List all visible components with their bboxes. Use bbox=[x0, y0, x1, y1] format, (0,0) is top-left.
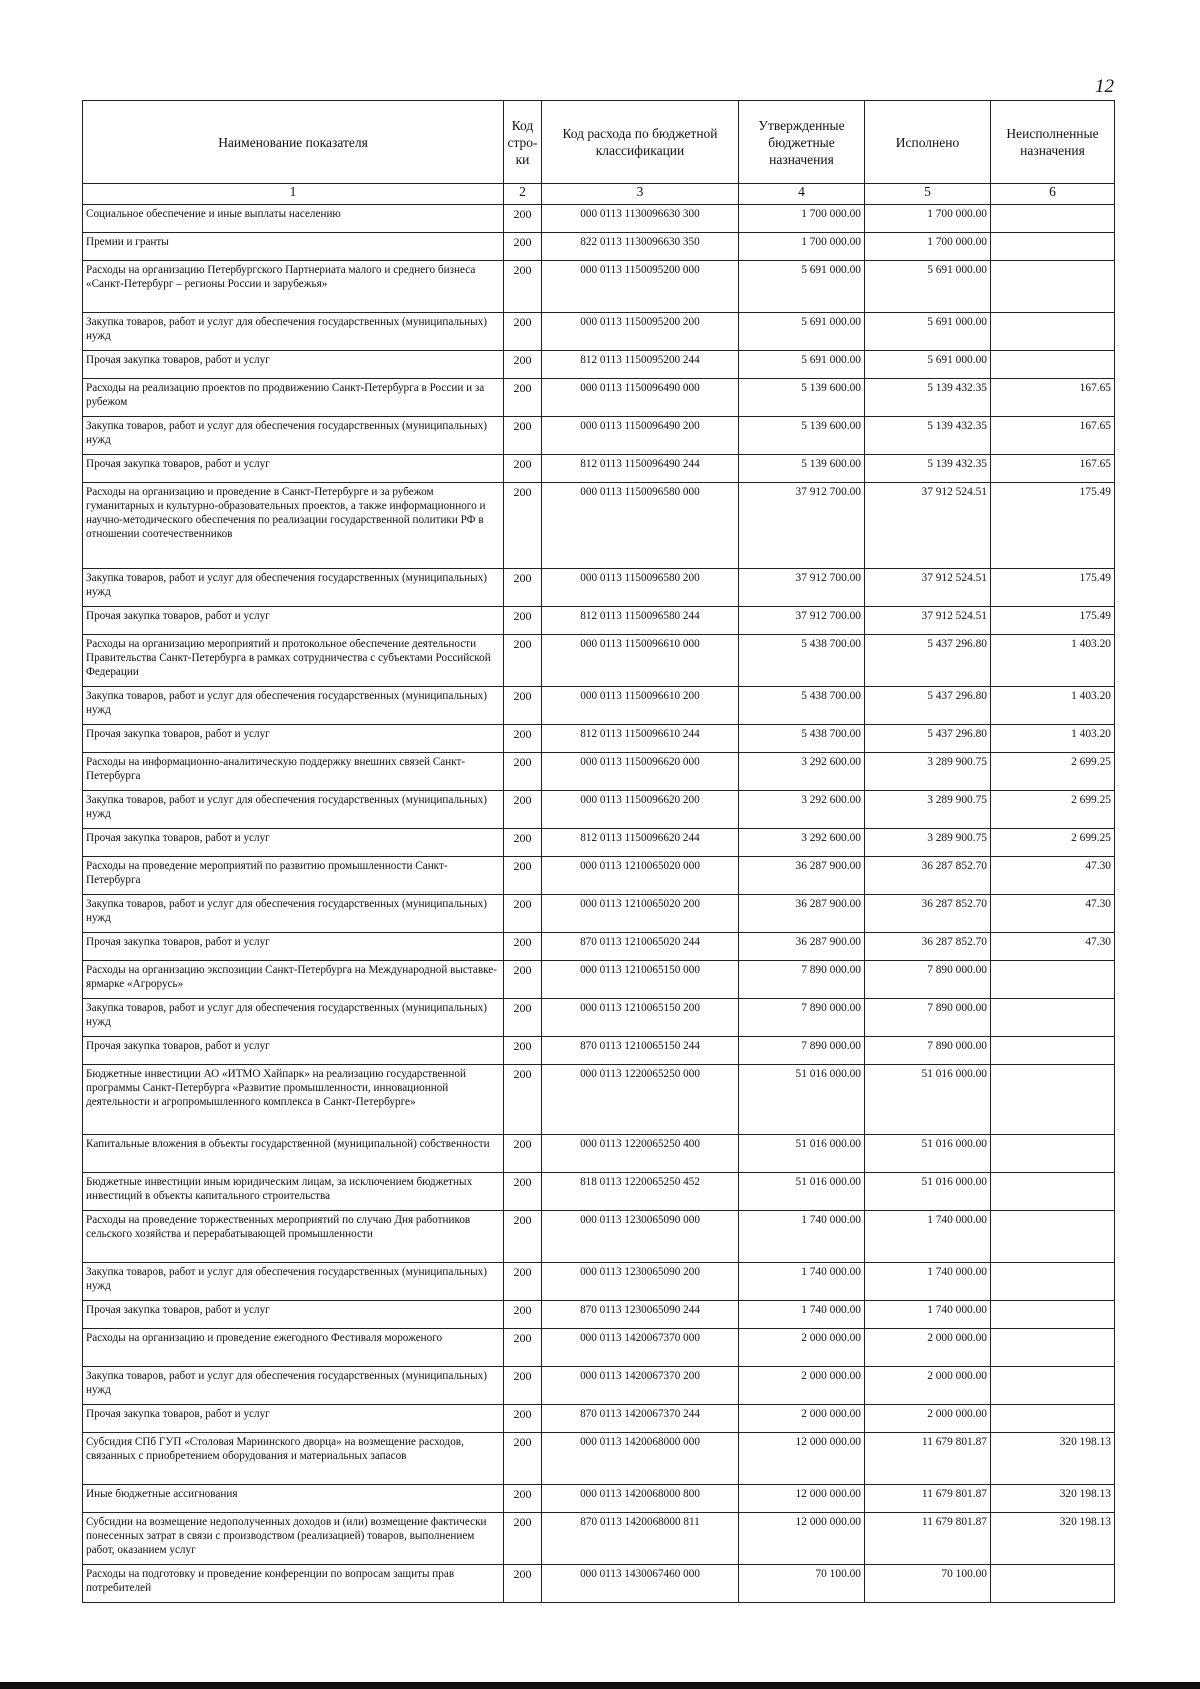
cell-indicator-name: Премии и гранты bbox=[83, 233, 504, 261]
cell-line-code: 200 bbox=[504, 1065, 542, 1135]
cell-approved: 5 438 700.00 bbox=[739, 687, 865, 725]
budget-execution-table bbox=[82, 100, 1115, 1603]
cell-expense-code: 000 0113 1430067460 000 bbox=[542, 1565, 739, 1603]
cell-line-code: 200 bbox=[504, 379, 542, 417]
cell-indicator-name: Прочая закупка товаров, работ и услуг bbox=[83, 1301, 504, 1329]
cell-unexecuted: 1 403.20 bbox=[991, 635, 1115, 687]
cell-expense-code: 000 0113 1420068000 000 bbox=[542, 1433, 739, 1485]
table-row bbox=[83, 607, 1115, 635]
cell-indicator-name: Закупка товаров, работ и услуг для обеспечения государственных (муниципальных) нужд bbox=[83, 313, 504, 351]
header-unexecuted: Неисполненные назначения bbox=[991, 101, 1115, 184]
column-number: 3 bbox=[542, 184, 739, 205]
cell-approved: 37 912 700.00 bbox=[739, 569, 865, 607]
table-row bbox=[83, 205, 1115, 233]
column-number: 2 bbox=[504, 184, 542, 205]
cell-unexecuted: 320 198.13 bbox=[991, 1513, 1115, 1565]
table-row bbox=[83, 1485, 1115, 1513]
cell-executed: 1 700 000.00 bbox=[865, 233, 991, 261]
cell-approved: 5 139 600.00 bbox=[739, 455, 865, 483]
cell-executed: 1 740 000.00 bbox=[865, 1211, 991, 1263]
cell-line-code: 200 bbox=[504, 895, 542, 933]
cell-line-code: 200 bbox=[504, 483, 542, 569]
table-row bbox=[83, 753, 1115, 791]
cell-line-code: 200 bbox=[504, 829, 542, 857]
cell-indicator-name: Расходы на организацию мероприятий и протокольное обеспечение деятельности Правительства Санкт-Петербурга в рамках сотрудничества с субъектами Российской Федерации bbox=[83, 635, 504, 687]
cell-indicator-name: Прочая закупка товаров, работ и услуг bbox=[83, 607, 504, 635]
table-row bbox=[83, 1037, 1115, 1065]
cell-line-code: 200 bbox=[504, 1037, 542, 1065]
cell-expense-code: 000 0113 1150096610 200 bbox=[542, 687, 739, 725]
header-executed: Исполнено bbox=[865, 101, 991, 184]
cell-approved: 1 740 000.00 bbox=[739, 1211, 865, 1263]
cell-approved: 70 100.00 bbox=[739, 1565, 865, 1603]
cell-executed: 3 289 900.75 bbox=[865, 829, 991, 857]
cell-approved: 2 000 000.00 bbox=[739, 1405, 865, 1433]
cell-executed: 1 740 000.00 bbox=[865, 1301, 991, 1329]
column-number: 1 bbox=[83, 184, 504, 205]
cell-executed: 36 287 852.70 bbox=[865, 895, 991, 933]
cell-indicator-name: Прочая закупка товаров, работ и услуг bbox=[83, 1405, 504, 1433]
cell-approved: 5 691 000.00 bbox=[739, 261, 865, 313]
cell-unexecuted: 175.49 bbox=[991, 569, 1115, 607]
cell-unexecuted: 1 403.20 bbox=[991, 725, 1115, 753]
cell-expense-code: 000 0113 1230065090 200 bbox=[542, 1263, 739, 1301]
cell-expense-code: 000 0113 1210065020 200 bbox=[542, 895, 739, 933]
cell-approved: 51 016 000.00 bbox=[739, 1173, 865, 1211]
cell-expense-code: 000 0113 1150096490 000 bbox=[542, 379, 739, 417]
cell-approved: 5 691 000.00 bbox=[739, 313, 865, 351]
cell-approved: 1 740 000.00 bbox=[739, 1301, 865, 1329]
cell-unexecuted bbox=[991, 1037, 1115, 1065]
cell-unexecuted bbox=[991, 961, 1115, 999]
cell-unexecuted bbox=[991, 1405, 1115, 1433]
cell-unexecuted: 320 198.13 bbox=[991, 1433, 1115, 1485]
column-number-row bbox=[83, 184, 1115, 205]
cell-unexecuted: 2 699.25 bbox=[991, 791, 1115, 829]
table-row bbox=[83, 895, 1115, 933]
cell-expense-code: 000 0113 1150096580 200 bbox=[542, 569, 739, 607]
cell-executed: 5 139 432.35 bbox=[865, 417, 991, 455]
cell-approved: 36 287 900.00 bbox=[739, 857, 865, 895]
table-row bbox=[83, 351, 1115, 379]
cell-indicator-name: Субсидия СПб ГУП «Столовая Мариинского дворца» на возмещение расходов, связанных с приобретением оборудования и материальных запасов bbox=[83, 1433, 504, 1485]
cell-executed: 5 437 296.80 bbox=[865, 635, 991, 687]
cell-line-code: 200 bbox=[504, 455, 542, 483]
cell-line-code: 200 bbox=[504, 313, 542, 351]
cell-executed: 2 000 000.00 bbox=[865, 1405, 991, 1433]
scan-bottom-edge bbox=[0, 1682, 1200, 1689]
cell-expense-code: 000 0113 1150096620 000 bbox=[542, 753, 739, 791]
cell-expense-code: 870 0113 1420067370 244 bbox=[542, 1405, 739, 1433]
cell-unexecuted: 175.49 bbox=[991, 607, 1115, 635]
cell-line-code: 200 bbox=[504, 1173, 542, 1211]
table-row bbox=[83, 379, 1115, 417]
cell-unexecuted bbox=[991, 1211, 1115, 1263]
cell-line-code: 200 bbox=[504, 1485, 542, 1513]
cell-expense-code: 000 0113 1220065250 000 bbox=[542, 1065, 739, 1135]
cell-executed: 7 890 000.00 bbox=[865, 961, 991, 999]
header-expense-code: Код расхода по бюджетной классификации bbox=[542, 101, 739, 184]
cell-expense-code: 822 0113 1130096630 350 bbox=[542, 233, 739, 261]
cell-indicator-name: Расходы на информационно-аналитическую поддержку внешних связей Санкт-Петербурга bbox=[83, 753, 504, 791]
cell-approved: 2 000 000.00 bbox=[739, 1329, 865, 1367]
cell-unexecuted: 47.30 bbox=[991, 857, 1115, 895]
cell-line-code: 200 bbox=[504, 1135, 542, 1173]
cell-unexecuted bbox=[991, 233, 1115, 261]
cell-approved: 51 016 000.00 bbox=[739, 1135, 865, 1173]
cell-executed: 5 691 000.00 bbox=[865, 313, 991, 351]
cell-approved: 7 890 000.00 bbox=[739, 961, 865, 999]
cell-executed: 5 691 000.00 bbox=[865, 261, 991, 313]
cell-indicator-name: Прочая закупка товаров, работ и услуг bbox=[83, 351, 504, 379]
cell-indicator-name: Расходы на проведение торжественных мероприятий по случаю Дня работников сельского хозяйства и перерабатывающей промышленности bbox=[83, 1211, 504, 1263]
table-row bbox=[83, 933, 1115, 961]
cell-executed: 5 691 000.00 bbox=[865, 351, 991, 379]
cell-executed: 5 139 432.35 bbox=[865, 455, 991, 483]
header-line-code: Код стро- ки bbox=[504, 101, 542, 184]
cell-expense-code: 812 0113 1150096620 244 bbox=[542, 829, 739, 857]
cell-executed: 70 100.00 bbox=[865, 1565, 991, 1603]
cell-unexecuted: 1 403.20 bbox=[991, 687, 1115, 725]
cell-expense-code: 000 0113 1130096630 300 bbox=[542, 205, 739, 233]
cell-expense-code: 000 0113 1150096490 200 bbox=[542, 417, 739, 455]
cell-unexecuted bbox=[991, 999, 1115, 1037]
cell-indicator-name: Закупка товаров, работ и услуг для обеспечения государственных (муниципальных) нужд bbox=[83, 999, 504, 1037]
cell-line-code: 200 bbox=[504, 791, 542, 829]
cell-executed: 1 700 000.00 bbox=[865, 205, 991, 233]
cell-unexecuted: 167.65 bbox=[991, 455, 1115, 483]
cell-unexecuted bbox=[991, 1065, 1115, 1135]
table-row bbox=[83, 829, 1115, 857]
cell-expense-code: 870 0113 1210065150 244 bbox=[542, 1037, 739, 1065]
table-row bbox=[83, 483, 1115, 569]
cell-line-code: 200 bbox=[504, 1513, 542, 1565]
cell-executed: 7 890 000.00 bbox=[865, 999, 991, 1037]
cell-line-code: 200 bbox=[504, 1329, 542, 1367]
cell-indicator-name: Бюджетные инвестиции иным юридическим лицам, за исключением бюджетных инвестиций в объекты капитального строительства bbox=[83, 1173, 504, 1211]
table-row bbox=[83, 1065, 1115, 1135]
cell-indicator-name: Закупка товаров, работ и услуг для обеспечения государственных (муниципальных) нужд bbox=[83, 791, 504, 829]
cell-approved: 3 292 600.00 bbox=[739, 753, 865, 791]
cell-indicator-name: Капитальные вложения в объекты государственной (муниципальной) собственности bbox=[83, 1135, 504, 1173]
cell-expense-code: 818 0113 1220065250 452 bbox=[542, 1173, 739, 1211]
cell-approved: 12 000 000.00 bbox=[739, 1433, 865, 1485]
column-number: 4 bbox=[739, 184, 865, 205]
table-row bbox=[83, 687, 1115, 725]
table-row bbox=[83, 961, 1115, 999]
header-indicator-name: Наименование показателя bbox=[83, 101, 504, 184]
cell-executed: 11 679 801.87 bbox=[865, 1433, 991, 1485]
cell-executed: 36 287 852.70 bbox=[865, 933, 991, 961]
table-header-row bbox=[83, 101, 1115, 184]
cell-executed: 51 016 000.00 bbox=[865, 1065, 991, 1135]
page-number: 12 bbox=[1095, 76, 1114, 97]
cell-approved: 5 438 700.00 bbox=[739, 635, 865, 687]
cell-indicator-name: Закупка товаров, работ и услуг для обеспечения государственных (муниципальных) нужд bbox=[83, 1263, 504, 1301]
cell-unexecuted bbox=[991, 205, 1115, 233]
cell-executed: 37 912 524.51 bbox=[865, 607, 991, 635]
cell-line-code: 200 bbox=[504, 261, 542, 313]
cell-unexecuted: 175.49 bbox=[991, 483, 1115, 569]
cell-indicator-name: Расходы на проведение мероприятий по развитию промышленности Санкт-Петербурга bbox=[83, 857, 504, 895]
cell-indicator-name: Прочая закупка товаров, работ и услуг bbox=[83, 455, 504, 483]
cell-expense-code: 000 0113 1150095200 000 bbox=[542, 261, 739, 313]
table-row bbox=[83, 261, 1115, 313]
cell-indicator-name: Расходы на подготовку и проведение конференции по вопросам защиты прав потребителей bbox=[83, 1565, 504, 1603]
cell-executed: 3 289 900.75 bbox=[865, 753, 991, 791]
cell-unexecuted bbox=[991, 351, 1115, 379]
cell-approved: 37 912 700.00 bbox=[739, 607, 865, 635]
cell-executed: 7 890 000.00 bbox=[865, 1037, 991, 1065]
cell-executed: 51 016 000.00 bbox=[865, 1173, 991, 1211]
cell-expense-code: 000 0113 1420067370 000 bbox=[542, 1329, 739, 1367]
table-row bbox=[83, 1513, 1115, 1565]
cell-executed: 5 437 296.80 bbox=[865, 687, 991, 725]
table-row bbox=[83, 1329, 1115, 1367]
cell-unexecuted: 320 198.13 bbox=[991, 1485, 1115, 1513]
cell-line-code: 200 bbox=[504, 1301, 542, 1329]
cell-expense-code: 870 0113 1210065020 244 bbox=[542, 933, 739, 961]
cell-line-code: 200 bbox=[504, 1405, 542, 1433]
cell-expense-code: 812 0113 1150096580 244 bbox=[542, 607, 739, 635]
cell-indicator-name: Иные бюджетные ассигнования bbox=[83, 1485, 504, 1513]
cell-unexecuted: 2 699.25 bbox=[991, 753, 1115, 791]
cell-indicator-name: Закупка товаров, работ и услуг для обеспечения государственных (муниципальных) нужд bbox=[83, 1367, 504, 1405]
cell-approved: 7 890 000.00 bbox=[739, 1037, 865, 1065]
table-row bbox=[83, 1263, 1115, 1301]
table-row bbox=[83, 999, 1115, 1037]
cell-approved: 1 700 000.00 bbox=[739, 233, 865, 261]
cell-approved: 51 016 000.00 bbox=[739, 1065, 865, 1135]
cell-expense-code: 000 0113 1420068000 800 bbox=[542, 1485, 739, 1513]
cell-approved: 36 287 900.00 bbox=[739, 933, 865, 961]
table-row bbox=[83, 417, 1115, 455]
cell-executed: 2 000 000.00 bbox=[865, 1329, 991, 1367]
table-row bbox=[83, 857, 1115, 895]
cell-expense-code: 000 0113 1210065150 000 bbox=[542, 961, 739, 999]
cell-executed: 11 679 801.87 bbox=[865, 1485, 991, 1513]
cell-unexecuted bbox=[991, 1173, 1115, 1211]
table-row bbox=[83, 1173, 1115, 1211]
column-number: 6 bbox=[991, 184, 1115, 205]
cell-expense-code: 000 0113 1150096610 000 bbox=[542, 635, 739, 687]
table-row bbox=[83, 1565, 1115, 1603]
cell-line-code: 200 bbox=[504, 1263, 542, 1301]
cell-expense-code: 000 0113 1150096580 000 bbox=[542, 483, 739, 569]
cell-line-code: 200 bbox=[504, 857, 542, 895]
cell-unexecuted bbox=[991, 1263, 1115, 1301]
cell-indicator-name: Закупка товаров, работ и услуг для обеспечения государственных (муниципальных) нужд bbox=[83, 895, 504, 933]
cell-indicator-name: Прочая закупка товаров, работ и услуг bbox=[83, 1037, 504, 1065]
cell-indicator-name: Закупка товаров, работ и услуг для обеспечения государственных (муниципальных) нужд bbox=[83, 569, 504, 607]
cell-executed: 1 740 000.00 bbox=[865, 1263, 991, 1301]
cell-unexecuted bbox=[991, 313, 1115, 351]
cell-approved: 37 912 700.00 bbox=[739, 483, 865, 569]
cell-unexecuted bbox=[991, 261, 1115, 313]
cell-executed: 37 912 524.51 bbox=[865, 569, 991, 607]
cell-executed: 37 912 524.51 bbox=[865, 483, 991, 569]
cell-expense-code: 870 0113 1230065090 244 bbox=[542, 1301, 739, 1329]
cell-approved: 5 139 600.00 bbox=[739, 417, 865, 455]
cell-unexecuted: 167.65 bbox=[991, 417, 1115, 455]
cell-indicator-name: Расходы на организацию и проведение в Санкт-Петербурге и за рубежом гуманитарных и культурно-образовательных проектов, а также информационного и научно-методического обеспечения по реализации государственной политики РФ в отношении соотечественников bbox=[83, 483, 504, 569]
cell-indicator-name: Прочая закупка товаров, работ и услуг bbox=[83, 829, 504, 857]
table-row bbox=[83, 635, 1115, 687]
cell-approved: 36 287 900.00 bbox=[739, 895, 865, 933]
cell-unexecuted: 47.30 bbox=[991, 895, 1115, 933]
cell-expense-code: 000 0113 1420067370 200 bbox=[542, 1367, 739, 1405]
cell-indicator-name: Расходы на организацию экспозиции Санкт-Петербурга на Международной выставке-ярмарке «Агрорусь» bbox=[83, 961, 504, 999]
cell-executed: 3 289 900.75 bbox=[865, 791, 991, 829]
cell-indicator-name: Социальное обеспечение и иные выплаты населению bbox=[83, 205, 504, 233]
cell-expense-code: 000 0113 1150095200 200 bbox=[542, 313, 739, 351]
cell-indicator-name: Прочая закупка товаров, работ и услуг bbox=[83, 933, 504, 961]
cell-expense-code: 870 0113 1420068000 811 bbox=[542, 1513, 739, 1565]
cell-line-code: 200 bbox=[504, 1211, 542, 1263]
cell-executed: 11 679 801.87 bbox=[865, 1513, 991, 1565]
cell-indicator-name: Закупка товаров, работ и услуг для обеспечения государственных (муниципальных) нужд bbox=[83, 417, 504, 455]
cell-indicator-name: Бюджетные инвестиции АО «ИТМО Хайпарк» на реализацию государственной программы Санкт-Петербурга «Развитие промышленности, инновационной деятельности и агропромышленного комплекса в Санкт-Петербурге» bbox=[83, 1065, 504, 1135]
cell-approved: 5 438 700.00 bbox=[739, 725, 865, 753]
cell-indicator-name: Расходы на организацию Петербургского Партнериата малого и среднего бизнеса «Санкт-Петербург – регионы России и зарубежья» bbox=[83, 261, 504, 313]
cell-line-code: 200 bbox=[504, 635, 542, 687]
cell-line-code: 200 bbox=[504, 961, 542, 999]
cell-executed: 5 437 296.80 bbox=[865, 725, 991, 753]
table-row bbox=[83, 313, 1115, 351]
cell-line-code: 200 bbox=[504, 607, 542, 635]
cell-expense-code: 812 0113 1150096490 244 bbox=[542, 455, 739, 483]
cell-indicator-name: Субсидии на возмещение недополученных доходов и (или) возмещение фактически понесенных затрат в связи с производством (реализацией) товаров, выполнением работ, оказанием услуг bbox=[83, 1513, 504, 1565]
cell-line-code: 200 bbox=[504, 999, 542, 1037]
cell-unexecuted bbox=[991, 1565, 1115, 1603]
cell-expense-code: 000 0113 1150096620 200 bbox=[542, 791, 739, 829]
cell-line-code: 200 bbox=[504, 1367, 542, 1405]
cell-line-code: 200 bbox=[504, 1565, 542, 1603]
cell-unexecuted: 167.65 bbox=[991, 379, 1115, 417]
cell-indicator-name: Прочая закупка товаров, работ и услуг bbox=[83, 725, 504, 753]
cell-unexecuted bbox=[991, 1329, 1115, 1367]
table-row bbox=[83, 1367, 1115, 1405]
table-row bbox=[83, 1405, 1115, 1433]
cell-indicator-name: Расходы на реализацию проектов по продвижению Санкт-Петербурга в России и за рубежом bbox=[83, 379, 504, 417]
cell-unexecuted bbox=[991, 1367, 1115, 1405]
table-row bbox=[83, 1433, 1115, 1485]
cell-expense-code: 000 0113 1220065250 400 bbox=[542, 1135, 739, 1173]
cell-approved: 5 691 000.00 bbox=[739, 351, 865, 379]
cell-line-code: 200 bbox=[504, 933, 542, 961]
cell-approved: 3 292 600.00 bbox=[739, 829, 865, 857]
cell-unexecuted: 47.30 bbox=[991, 933, 1115, 961]
cell-line-code: 200 bbox=[504, 753, 542, 791]
cell-unexecuted: 2 699.25 bbox=[991, 829, 1115, 857]
cell-executed: 51 016 000.00 bbox=[865, 1135, 991, 1173]
table-row bbox=[83, 233, 1115, 261]
cell-executed: 36 287 852.70 bbox=[865, 857, 991, 895]
cell-line-code: 200 bbox=[504, 233, 542, 261]
cell-approved: 2 000 000.00 bbox=[739, 1367, 865, 1405]
cell-approved: 3 292 600.00 bbox=[739, 791, 865, 829]
column-number: 5 bbox=[865, 184, 991, 205]
cell-line-code: 200 bbox=[504, 569, 542, 607]
cell-indicator-name: Расходы на организацию и проведение ежегодного Фестиваля мороженого bbox=[83, 1329, 504, 1367]
table-body bbox=[83, 205, 1115, 1603]
cell-executed: 2 000 000.00 bbox=[865, 1367, 991, 1405]
table-row bbox=[83, 1211, 1115, 1263]
table-row bbox=[83, 569, 1115, 607]
cell-line-code: 200 bbox=[504, 1433, 542, 1485]
table-row bbox=[83, 1135, 1115, 1173]
cell-approved: 1 700 000.00 bbox=[739, 205, 865, 233]
cell-expense-code: 812 0113 1150095200 244 bbox=[542, 351, 739, 379]
cell-line-code: 200 bbox=[504, 417, 542, 455]
table-row bbox=[83, 725, 1115, 753]
cell-expense-code: 000 0113 1210065020 000 bbox=[542, 857, 739, 895]
cell-unexecuted bbox=[991, 1301, 1115, 1329]
header-approved: Утвержденные бюджетные назначения bbox=[739, 101, 865, 184]
cell-expense-code: 000 0113 1230065090 000 bbox=[542, 1211, 739, 1263]
cell-approved: 7 890 000.00 bbox=[739, 999, 865, 1037]
table-row bbox=[83, 791, 1115, 829]
cell-approved: 12 000 000.00 bbox=[739, 1485, 865, 1513]
cell-line-code: 200 bbox=[504, 725, 542, 753]
cell-approved: 5 139 600.00 bbox=[739, 379, 865, 417]
cell-expense-code: 000 0113 1210065150 200 bbox=[542, 999, 739, 1037]
table-row bbox=[83, 455, 1115, 483]
table-row bbox=[83, 1301, 1115, 1329]
cell-expense-code: 812 0113 1150096610 244 bbox=[542, 725, 739, 753]
cell-executed: 5 139 432.35 bbox=[865, 379, 991, 417]
cell-line-code: 200 bbox=[504, 205, 542, 233]
cell-line-code: 200 bbox=[504, 351, 542, 379]
cell-approved: 1 740 000.00 bbox=[739, 1263, 865, 1301]
cell-approved: 12 000 000.00 bbox=[739, 1513, 865, 1565]
cell-line-code: 200 bbox=[504, 687, 542, 725]
cell-unexecuted bbox=[991, 1135, 1115, 1173]
cell-indicator-name: Закупка товаров, работ и услуг для обеспечения государственных (муниципальных) нужд bbox=[83, 687, 504, 725]
